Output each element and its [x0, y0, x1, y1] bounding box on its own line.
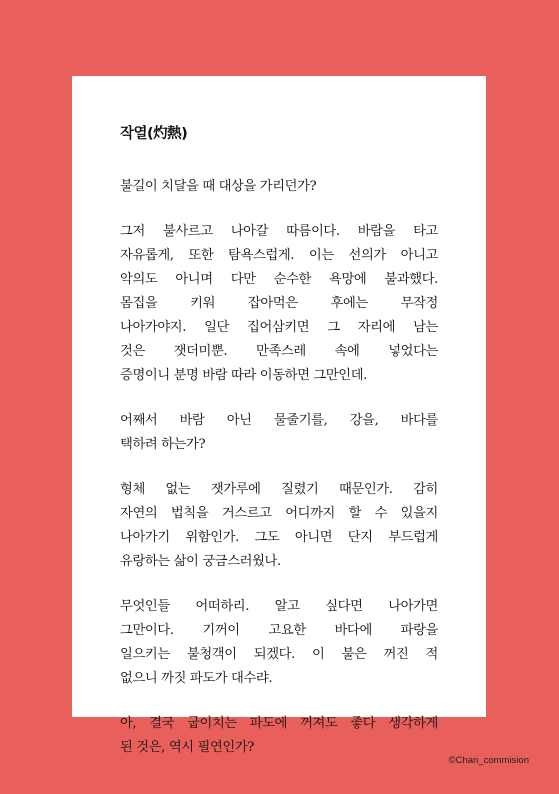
text-line: 형체 없는 잿가루에 질렸기 때문인가. 감히: [120, 482, 438, 497]
text-line: 악의도 아니며 다만 순수한 욕망에 불과했다.: [120, 272, 438, 287]
paragraph: [120, 478, 438, 574]
text-line: 유랑하는 삶이 궁금스러웠나.: [120, 554, 281, 569]
poem-title: 작열(灼熱): [120, 126, 188, 142]
manuscript-page: [72, 76, 486, 755]
text-line: 불길이 치달을 때 대상을 가리던가?: [120, 179, 317, 194]
text-line: 무엇인들 어떠하리. 알고 싶다면 나아가면: [120, 599, 438, 614]
text-line: 자연의 법칙을 거스르고 어디까지 할 수 있을지: [120, 506, 438, 521]
text-line: 어째서 바람 아닌 물줄기를, 강을, 바다를: [120, 413, 438, 428]
text-line: 그만이다. 기꺼이 고요한 바다에 파랑을: [120, 623, 438, 638]
text-line: 것은 잿더미뿐. 만족스레 속에 넣었다는: [120, 344, 438, 359]
paragraph: [120, 595, 438, 691]
poem-body: [120, 175, 438, 760]
paragraph: [120, 175, 438, 199]
text-line: 된 것은, 역시 필연인가?: [120, 740, 255, 755]
text-line: 몸집을 키워 잡아먹은 후에는 무작정: [120, 296, 438, 311]
text-line: 그저 불사르고 나아갈 따름이다. 바람을 타고: [120, 224, 438, 239]
text-line: 택하려 하는가?: [120, 437, 206, 452]
text-line: 자유롭게, 또한 탐욕스럽게. 이는 선의가 아니고: [120, 248, 438, 263]
text-line: 없으니 까짓 파도가 대수랴.: [120, 671, 273, 686]
text-line: 일으키는 불청객이 되겠다. 이 불은 꺼진 적: [120, 647, 438, 662]
text-line: 아, 결국 굽이치는 파도에 꺼져도 좋다 생각하게: [120, 716, 438, 731]
text-line: 증명이니 분명 바람 따라 이동하면 그만인데.: [120, 368, 367, 383]
text-line: 나아가야지. 일단 집어삼키면 그 자리에 남는: [120, 320, 438, 335]
paragraph: [120, 220, 438, 388]
text-line: 나아가기 위함인가. 그도 아니면 단지 부드럽게: [120, 530, 438, 545]
paragraph: [120, 409, 438, 457]
copyright-credit: ©Chan_commision: [448, 755, 529, 766]
paragraph: [120, 712, 438, 760]
